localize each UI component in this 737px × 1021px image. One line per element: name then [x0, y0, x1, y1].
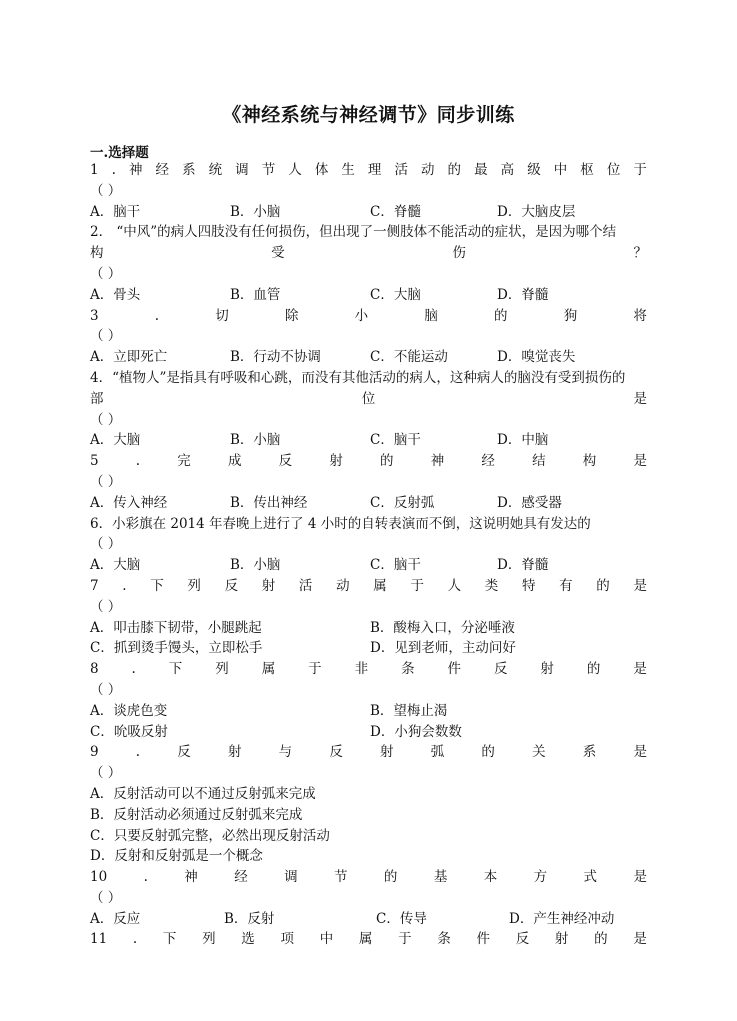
option-d: D．大脑皮层: [497, 203, 576, 220]
stem-character: 项: [280, 931, 294, 948]
question-5-paren: （ ）: [90, 473, 122, 490]
stem-character: 射: [540, 661, 554, 678]
question-4-stem: 4．“植物人”是指具有呼吸和心跳，而没有其他活动的病人，这种病人的脑没有受到损伤的: [90, 369, 626, 386]
question-list: [90, 160, 647, 950]
stem-character: .: [122, 577, 127, 594]
stem-character: 系: [582, 744, 597, 761]
stem-character: 系: [182, 162, 196, 178]
stem-character: 切: [215, 307, 229, 324]
stem-character: 完: [177, 453, 191, 470]
stem-character: 的: [594, 931, 608, 948]
stem-character: 方: [533, 869, 548, 886]
stem-character: 结: [532, 453, 546, 470]
option-d: D．脊髓: [497, 286, 549, 303]
stem-character: 选: [241, 931, 255, 948]
stem-character: .: [143, 869, 148, 886]
stem-character: 经: [234, 869, 248, 886]
option-c: C．不能运动: [370, 349, 448, 366]
stem-character: 是: [633, 869, 647, 886]
option-a: A．谈虎色变: [90, 702, 168, 719]
question-1-paren: （ ）: [90, 182, 122, 199]
stem-character: 反: [515, 931, 530, 948]
stem-character: 构: [90, 245, 104, 262]
stem-character: 经: [155, 162, 170, 178]
question-2-stem-cont: [90, 243, 647, 264]
question-4-paren: （ ）: [90, 411, 122, 428]
stem-character: 特: [521, 577, 536, 594]
question-1-options: [90, 202, 647, 223]
stem-character: 狗: [563, 307, 578, 324]
question-8-options-row1: [90, 701, 647, 722]
stem-character: .: [154, 307, 160, 324]
stem-character: 的: [494, 307, 508, 324]
stem-character: 射: [329, 453, 343, 470]
stem-character: 人: [447, 577, 462, 594]
option-c: C．抓到烫手馒头，立即松手: [90, 640, 263, 657]
stem-character: 最: [474, 162, 488, 178]
option-c: C．只要反射弧完整，必然出现反射活动: [90, 827, 330, 844]
stem-character: .: [111, 162, 116, 178]
option-c: C．脊髓: [370, 203, 421, 220]
option-d: D．脊髓: [497, 557, 549, 574]
stem-character: 反: [278, 453, 293, 470]
question-7-options-row2: [90, 638, 647, 659]
option-a: A．叩击膝下韧带，小腿跳起: [90, 619, 262, 636]
stem-character: 受: [271, 245, 285, 262]
stem-character: 属: [358, 931, 373, 948]
stem-character: 理: [367, 162, 382, 178]
stem-character: 小: [354, 307, 369, 324]
stem-character: 的: [596, 577, 610, 594]
stem-character: 伤: [452, 245, 466, 262]
stem-character: 下: [162, 931, 177, 948]
stem-character: 是: [633, 453, 647, 470]
stem-character: 关: [532, 744, 546, 761]
stem-character: 位: [361, 390, 376, 407]
option-a: A．反应: [90, 910, 141, 927]
question-3-paren: （ ）: [90, 328, 122, 345]
stem-character: 的: [481, 744, 495, 761]
page-title: 《神经系统与神经调节》同步训练: [222, 104, 515, 126]
stem-character: 节: [334, 869, 348, 886]
stem-character: 神: [430, 453, 445, 470]
stem-character: 位: [606, 162, 621, 178]
stem-character: 3: [90, 307, 99, 324]
stem-character: 生: [341, 162, 355, 178]
question-7-stem: [90, 576, 647, 597]
question-8-stem: [90, 659, 647, 680]
option-b: B．小脑: [230, 557, 281, 574]
stem-character: 成: [227, 453, 242, 470]
stem-character: 下: [150, 577, 164, 594]
stem-character: 非: [354, 661, 369, 678]
option-a: A．传入神经: [90, 494, 168, 511]
question-9-stem: [90, 742, 647, 763]
stem-character: 下: [168, 661, 183, 678]
stem-character: 调: [235, 162, 249, 178]
option-d: D．嗅觉丧失: [497, 349, 576, 366]
question-3-stem: [90, 306, 647, 327]
stem-character: 弧: [430, 744, 445, 761]
stem-character: 9: [90, 744, 99, 761]
question-6-paren: （ ）: [90, 536, 122, 553]
stem-character: 于: [633, 162, 647, 178]
option-c: C．吮吸反射: [90, 723, 168, 740]
question-3-options: [90, 347, 647, 368]
stem-character: 1: [90, 162, 99, 178]
stem-character: 神: [128, 162, 143, 178]
question-6-options: [90, 555, 647, 576]
option-a: A．立即死亡: [90, 349, 168, 366]
stem-character: 10: [90, 869, 108, 886]
stem-character: 7: [90, 577, 99, 594]
section-heading: 一.选择题: [90, 145, 149, 161]
option-a: A．反射活动可以不通过反射弧来完成: [90, 785, 316, 802]
stem-character: 列: [215, 661, 229, 678]
stem-character: 8: [90, 661, 99, 678]
stem-character: 活: [298, 577, 313, 594]
stem-character: 反: [177, 744, 191, 761]
question-7-paren: （ ）: [90, 598, 122, 615]
stem-character: 构: [582, 453, 597, 470]
stem-character: .: [131, 661, 136, 678]
question-10-stem: [90, 867, 647, 888]
question-5-stem: [90, 451, 647, 472]
option-b: B．小脑: [230, 432, 281, 449]
option-d: D．产生神经冲动: [509, 910, 615, 927]
stem-character: 反: [224, 577, 239, 594]
option-b: B．血管: [230, 286, 281, 303]
stem-character: 人: [288, 162, 302, 178]
stem-character: 调: [284, 869, 298, 886]
stem-character: 射: [227, 744, 242, 761]
stem-character: 统: [208, 162, 223, 178]
stem-character: 部: [90, 390, 104, 407]
option-d: D．小狗会数数: [370, 723, 462, 740]
option-d: D．见到老师，主动问好: [370, 640, 516, 657]
stem-character: 级: [527, 162, 541, 178]
stem-character: 射: [554, 931, 569, 948]
stem-character: 神: [184, 869, 198, 886]
stem-character: 于: [398, 931, 412, 948]
stem-character: 射: [261, 577, 276, 594]
stem-character: .: [132, 931, 138, 948]
stem-character: 的: [586, 661, 601, 678]
stem-character: .: [135, 453, 141, 470]
stem-character: .: [135, 744, 141, 761]
question-2-stem: 2． “中风”的病人四肢没有任何损伤，但出现了一侧肢体不能活动的症状，是因为哪个结: [90, 224, 617, 241]
option-a: A．脑干: [90, 203, 141, 220]
question-4-stem-cont: [90, 389, 647, 410]
stem-character: 是: [633, 390, 647, 407]
stem-character: 射: [380, 744, 394, 761]
question-8-paren: （ ）: [90, 681, 122, 698]
question-1-stem: [90, 160, 647, 181]
option-b: B．反射活动必须通过反射弧来完成: [90, 806, 303, 823]
option-a: A．大脑: [90, 557, 141, 574]
question-4-options: [90, 430, 647, 451]
question-5-options: [90, 493, 647, 514]
option-b: B．传出神经: [230, 494, 308, 511]
stem-character: 脑: [424, 307, 438, 324]
option-b: B．行动不协调: [230, 349, 321, 366]
stem-character: 是: [633, 744, 647, 761]
question-10-paren: （ ）: [90, 889, 122, 906]
stem-character: 的: [380, 453, 394, 470]
option-c: C．脑干: [370, 432, 421, 449]
stem-character: 将: [633, 307, 647, 324]
stem-character: 的: [383, 869, 398, 886]
stem-character: 基: [433, 869, 448, 886]
option-c: C．反射弧: [370, 494, 435, 511]
stem-character: 是: [633, 577, 647, 594]
stem-character: 式: [583, 869, 598, 886]
stem-character: 高: [500, 162, 515, 178]
stem-character: 节: [261, 162, 276, 178]
stem-character: 件: [447, 661, 462, 678]
option-b: B．望梅止渴: [370, 702, 448, 719]
stem-character: 有: [559, 577, 573, 594]
stem-character: 是: [633, 931, 647, 948]
stem-character: 反: [329, 744, 343, 761]
stem-character: 体: [314, 162, 329, 178]
option-b: B．小脑: [230, 203, 281, 220]
stem-character: 属: [261, 661, 276, 678]
stem-character: 列: [202, 931, 216, 948]
stem-character: 除: [284, 307, 299, 324]
question-7-options-row1: [90, 618, 647, 639]
stem-character: 反: [493, 661, 508, 678]
stem-character: 经: [481, 453, 495, 470]
stem-character: 件: [476, 931, 491, 948]
stem-character: 活: [394, 162, 408, 178]
stem-character: 是: [633, 661, 647, 678]
option-b: B．酸梅入口，分泌唾液: [370, 619, 515, 636]
question-10-options: [90, 909, 647, 930]
stem-character: 枢: [580, 162, 594, 178]
stem-character: 与: [278, 744, 293, 761]
option-a: A．大脑: [90, 432, 141, 449]
stem-character: 于: [410, 577, 424, 594]
question-11-stem: [90, 929, 647, 950]
stem-character: 于: [308, 661, 322, 678]
stem-character: 的: [447, 162, 462, 178]
stem-character: 中: [319, 931, 334, 948]
stem-character: 11: [90, 931, 108, 948]
option-b: B．反射: [224, 910, 275, 927]
stem-character: 5: [90, 453, 99, 470]
stem-character: ？: [633, 245, 647, 262]
stem-character: 本: [483, 869, 498, 886]
option-d: D．中脑: [497, 432, 549, 449]
stem-character: 属: [373, 577, 387, 594]
stem-character: 动: [336, 577, 350, 594]
stem-character: 条: [401, 661, 415, 678]
question-9-paren: （ ）: [90, 765, 122, 782]
stem-character: 中: [553, 162, 568, 178]
option-d: D．反射和反射弧是一个概念: [90, 848, 263, 865]
option-a: A．骨头: [90, 286, 141, 303]
option-c: C．脑干: [370, 557, 421, 574]
question-2-paren: （ ）: [90, 265, 122, 282]
option-d: D．感受器: [497, 494, 562, 511]
question-8-options-row2: [90, 722, 647, 743]
option-c: C．传导: [376, 910, 427, 927]
stem-character: 列: [187, 577, 201, 594]
stem-character: 动: [421, 162, 435, 178]
stem-character: 条: [437, 931, 451, 948]
stem-character: 类: [484, 577, 499, 594]
question-2-options: [90, 285, 647, 306]
question-6-stem: 6．小彩旗在 2014 年春晚上进行了 4 小时的自转表演而不倒，这说明她具有发达的: [90, 515, 591, 532]
option-c: C．大脑: [370, 286, 421, 303]
